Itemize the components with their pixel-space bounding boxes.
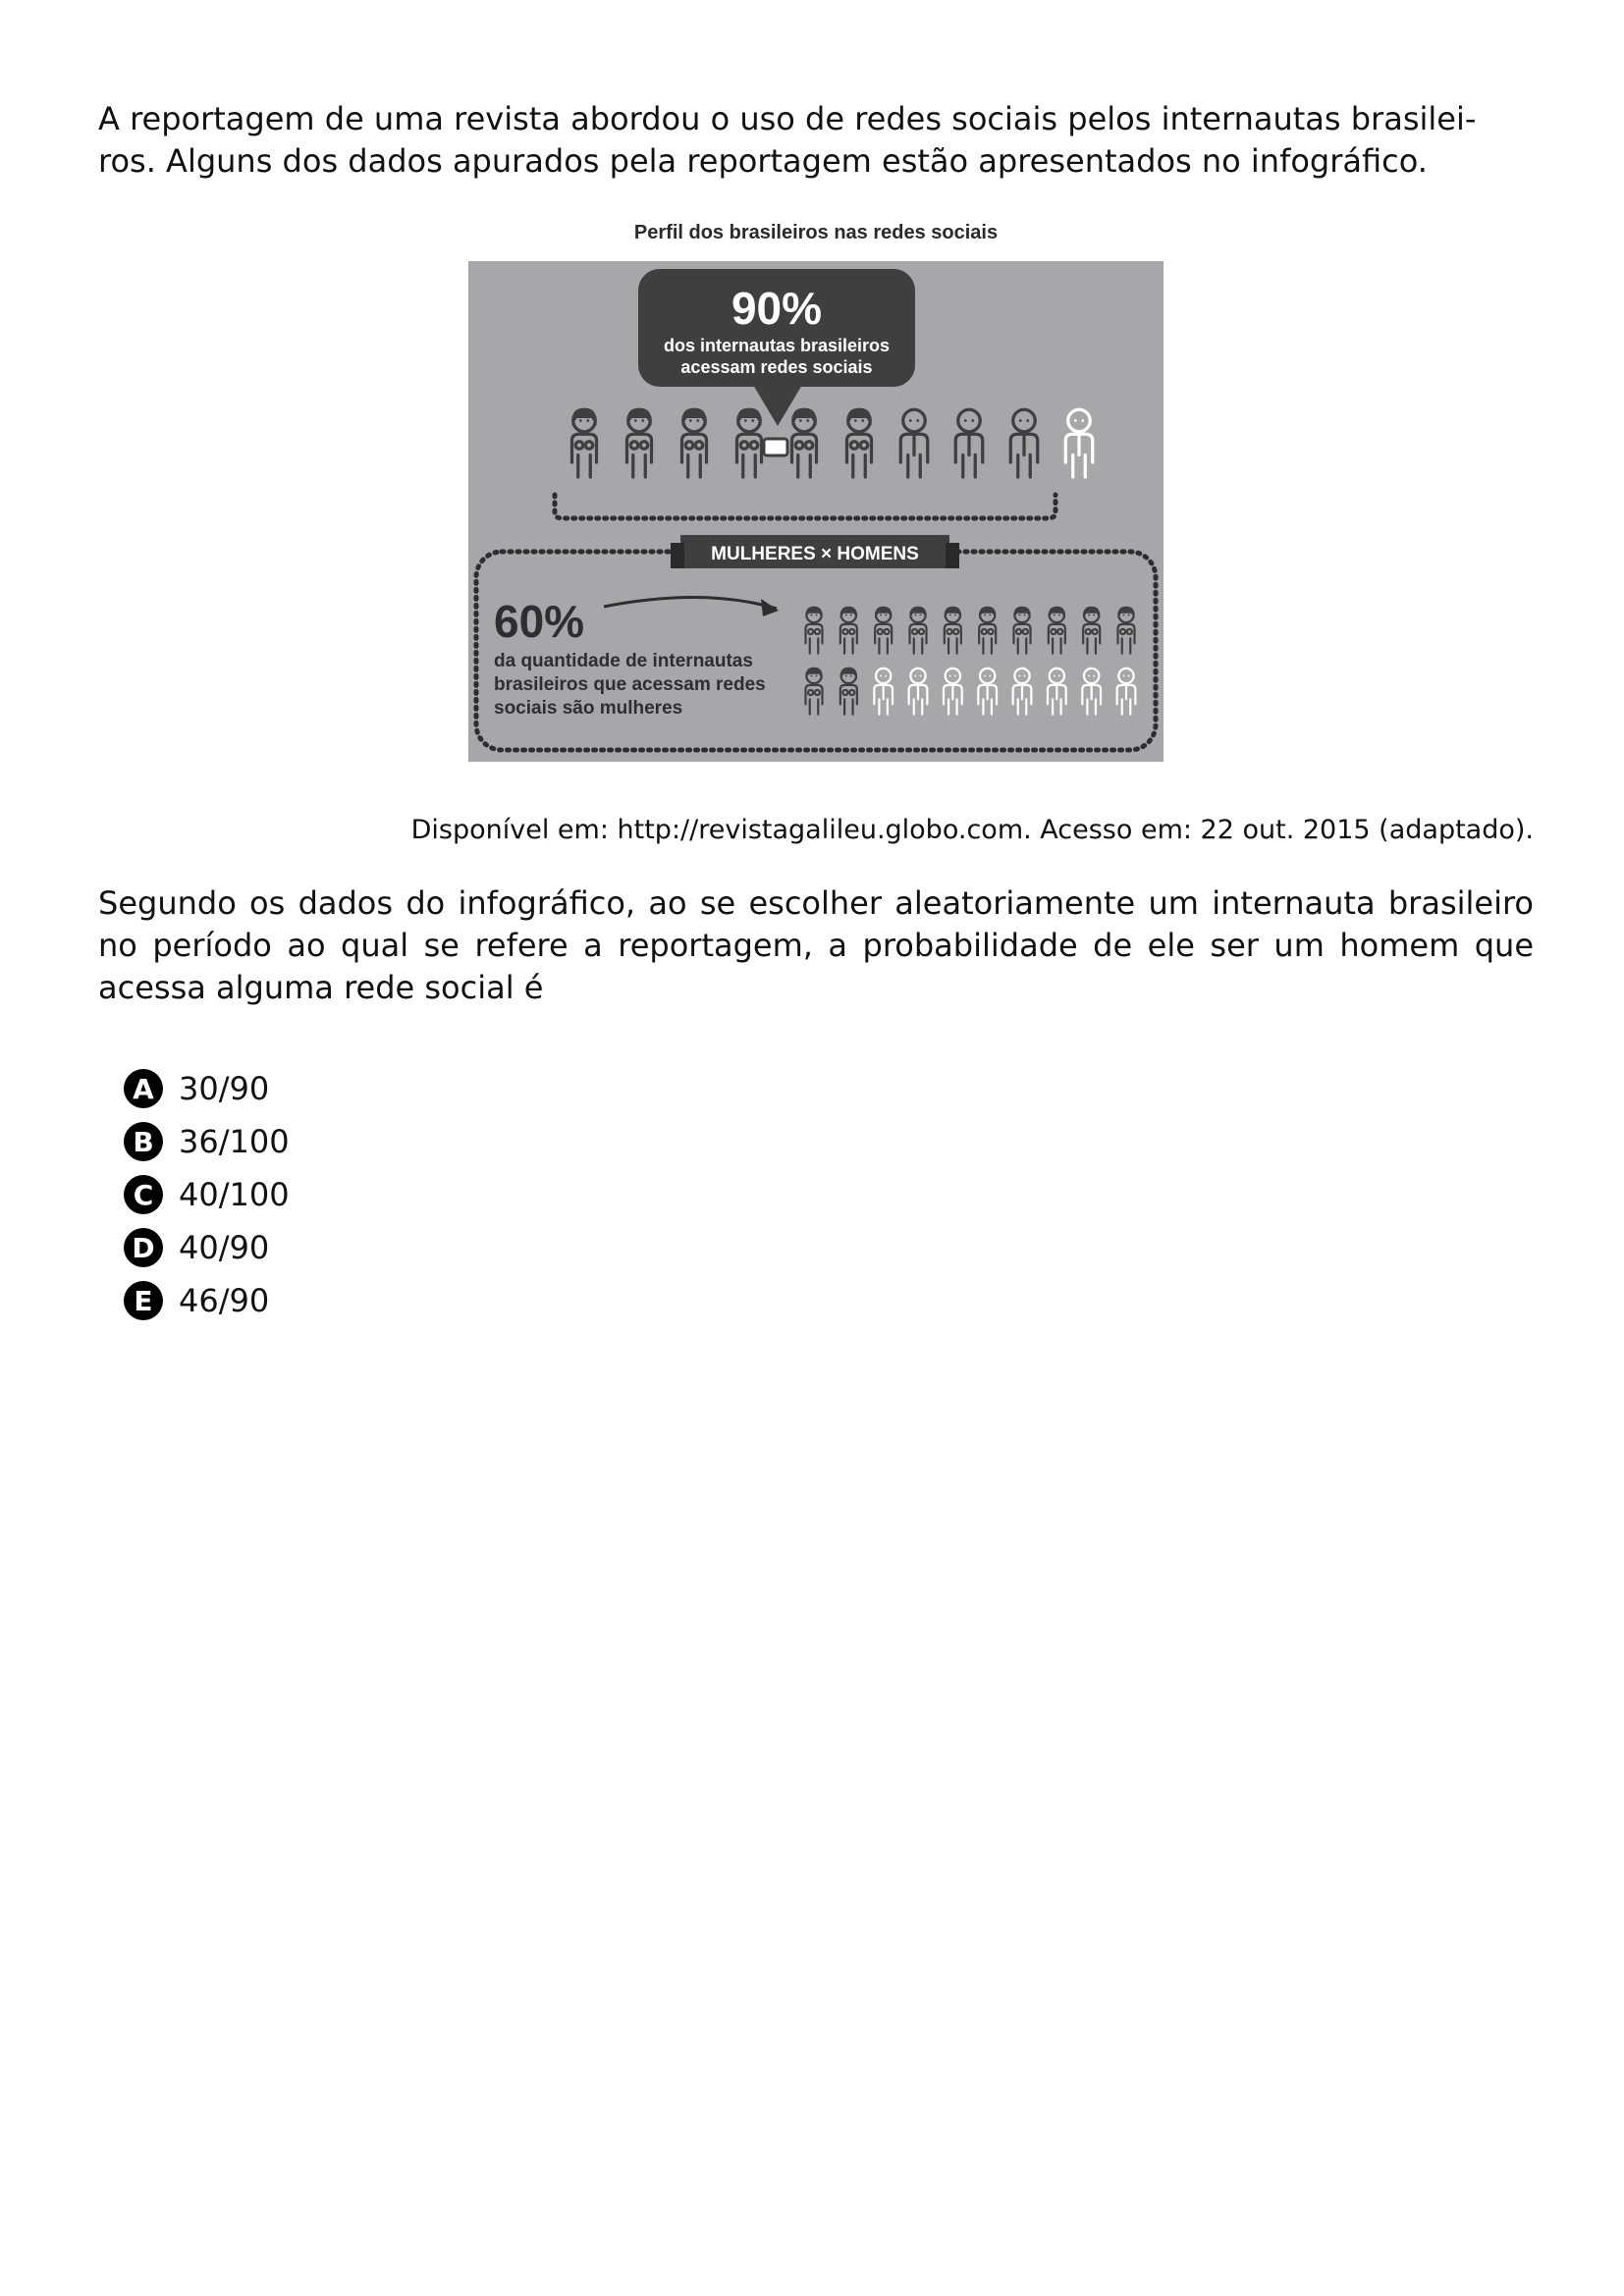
option-e[interactable] [124, 1274, 290, 1327]
women-line-2: brasileiros que acessam redes [494, 674, 766, 695]
option-letter-badge: E [124, 1281, 163, 1320]
option-text: 30/90 [179, 1070, 270, 1107]
infographic-panel [468, 261, 1164, 762]
option-text: 40/100 [179, 1176, 290, 1213]
option-letter-badge: A [124, 1069, 163, 1108]
women-line-3: sociais são mulheres [494, 698, 683, 719]
women-line-1: da quantidade de internautas [494, 651, 753, 671]
question-text: Segundo os dados do infográfico, ao se escolher aleatoriamente um internauta brasileiro no período ao qual se refere a reportagem, a probabilidade de ele ser um homem que acessa alguma rede social é [98, 884, 1534, 1006]
option-letter-badge: D [124, 1228, 163, 1267]
option-text: 40/90 [179, 1229, 270, 1266]
bubble-line-2: acessam redes sociais [680, 357, 873, 377]
option-letter-badge: B [124, 1122, 163, 1161]
infographic [468, 222, 1164, 762]
option-c[interactable] [124, 1168, 290, 1221]
banner [671, 535, 959, 568]
infographic-title: Perfil dos brasileiros nas redes sociais [633, 222, 999, 243]
option-letter-badge: C [124, 1175, 163, 1214]
option-text: 46/90 [179, 1282, 270, 1319]
option-a[interactable] [124, 1062, 290, 1115]
answer-options [124, 1062, 290, 1327]
option-d[interactable] [124, 1221, 290, 1274]
source-citation: Disponível em: http://revistagalileu.globo.com. Acesso em: 22 out. 2015 (adaptado). [410, 815, 1534, 845]
bubble-line-1: dos internautas brasileiros [663, 336, 891, 355]
option-b[interactable] [124, 1115, 290, 1168]
banner-text: MULHERES × HOMENS [711, 544, 919, 564]
women-percent: 60% [494, 596, 585, 647]
intro-text: A reportagem de uma revista abordou o uso de redes sociais pelos internautas brasilei-ros. Alguns dos dados apurados pela reportagem estão apresentados no infográfico. [98, 100, 1477, 180]
bubble-percent: 90% [731, 283, 823, 334]
option-text: 36/100 [179, 1123, 290, 1160]
laptop-icon [764, 439, 787, 455]
